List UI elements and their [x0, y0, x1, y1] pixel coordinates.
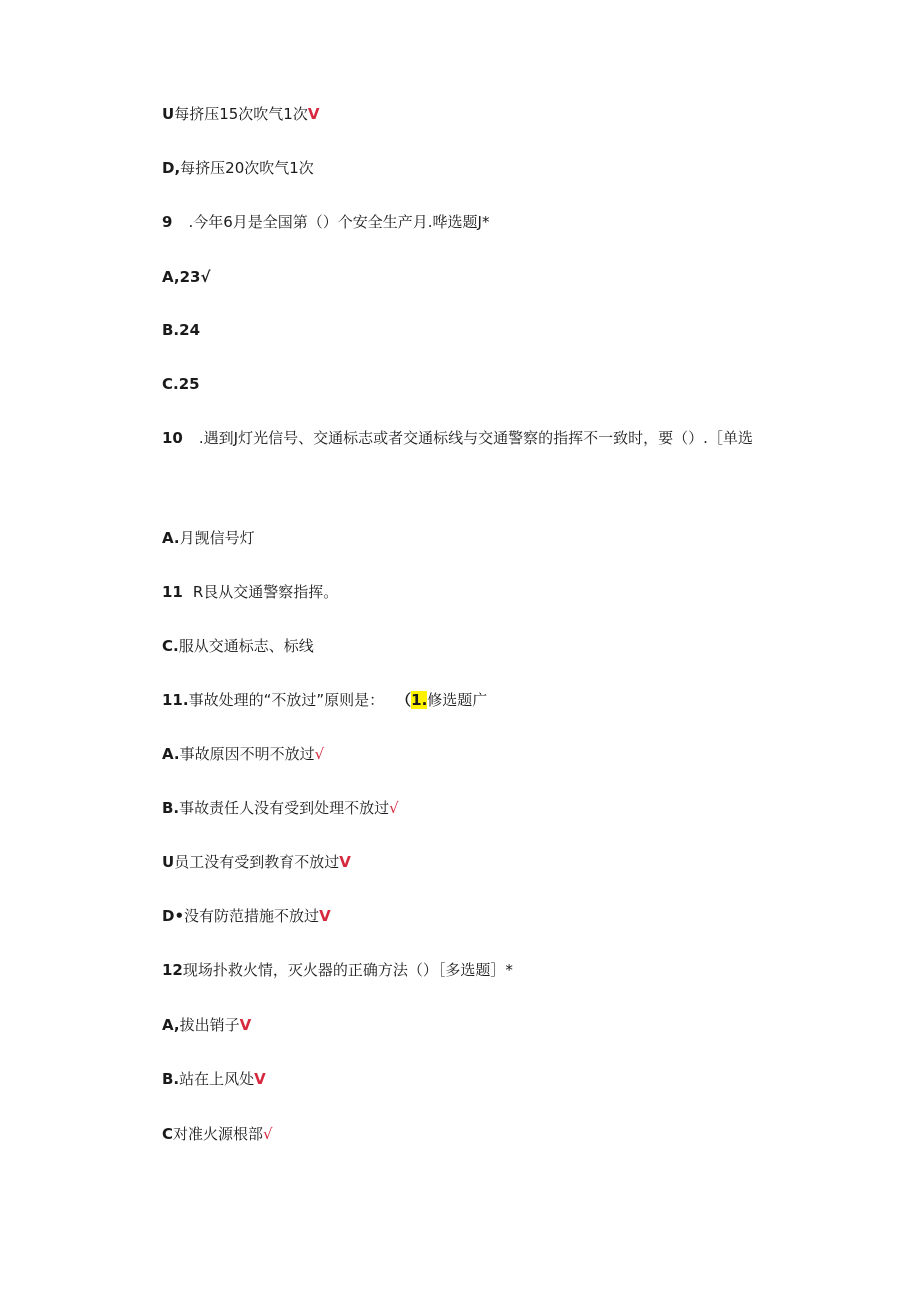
highlighted-text: 1. — [411, 691, 428, 709]
option-letter: U — [162, 105, 175, 123]
question-number: 10 — [162, 429, 183, 447]
option-letter: 11 — [162, 583, 183, 601]
option-text: 月觊信号灯 — [179, 529, 255, 547]
option-letter: D• — [162, 907, 185, 925]
answer-option-c-q12 — [162, 1124, 273, 1144]
option-text: 25 — [178, 375, 200, 393]
answer-option-d-q8 — [162, 158, 314, 178]
check-mark-icon: √ — [200, 268, 211, 286]
option-letter: B. — [162, 321, 180, 339]
option-text: 站在上风处 — [179, 1070, 255, 1088]
option-letter: U — [162, 853, 175, 871]
option-text: 事故原因不明不放过 — [179, 745, 315, 763]
option-text: 对准火源根部 — [173, 1125, 264, 1143]
check-mark-icon: V — [319, 907, 331, 925]
option-text: 拔出销子 — [179, 1016, 240, 1034]
question-type-open-paren: （ — [396, 691, 412, 709]
question-type-text: 修选题广 — [427, 691, 488, 709]
answer-option-a-q12 — [162, 1015, 251, 1035]
answer-option-c-q9 — [162, 374, 200, 394]
option-letter: C. — [162, 375, 179, 393]
option-text: 23 — [179, 268, 201, 286]
question-number: 12 — [162, 961, 183, 979]
answer-option-a-q11 — [162, 744, 324, 764]
check-mark-icon: V — [307, 105, 320, 123]
answer-option-c-q10 — [162, 636, 314, 656]
option-letter: B. — [162, 799, 180, 817]
question-number: 11. — [162, 691, 189, 709]
option-text: 员工没有受到教育不放过 — [174, 853, 340, 871]
option-text: 事故责任人没有受到处理不放过 — [179, 799, 390, 817]
question-9 — [162, 212, 489, 232]
question-number: 9 — [162, 213, 173, 231]
option-letter: C — [162, 1125, 174, 1143]
option-text: 服从交通标志、标线 — [178, 637, 314, 655]
check-mark-icon: √ — [389, 799, 399, 817]
option-letter: B. — [162, 1070, 180, 1088]
question-text: 事故处理的“不放过”原则是： — [188, 691, 385, 709]
question-text: .遇到J灯光信号、交通标志或者交通标线与交通警察的指挥不一致时，要（）.［单选 — [198, 429, 753, 447]
answer-option-b-q12 — [162, 1069, 266, 1089]
answer-option-b-q10 — [162, 582, 338, 602]
option-letter: A, — [162, 268, 180, 286]
question-10 — [162, 428, 753, 448]
option-text: 每挤压15次吹气1次 — [174, 105, 308, 123]
option-text: 24 — [179, 321, 201, 339]
option-text: 每挤压20次吹气1次 — [180, 159, 314, 177]
answer-option-a-q10 — [162, 528, 255, 548]
check-mark-icon: V — [239, 1016, 252, 1034]
question-text: .今年6月是全国第（）个安全生产月.哗选题J* — [188, 213, 490, 231]
question-12 — [162, 960, 513, 980]
question-text: 现场扑救火情，灭火器的正确方法（）［多选题］* — [182, 961, 513, 979]
answer-option-c-q11 — [162, 852, 351, 872]
option-text: R艮从交通警察指挥。 — [192, 583, 339, 601]
option-text: 没有防范措施不放过 — [184, 907, 320, 925]
answer-option-b-q9 — [162, 320, 200, 340]
check-mark-icon: √ — [314, 745, 325, 763]
question-11 — [162, 690, 487, 710]
option-letter: A. — [162, 745, 180, 763]
answer-option-c-q8 — [162, 104, 319, 124]
option-letter: C. — [162, 637, 179, 655]
option-letter: A, — [162, 1016, 180, 1034]
check-mark-icon: V — [254, 1070, 266, 1088]
option-letter: D, — [162, 159, 181, 177]
option-letter: A. — [162, 529, 180, 547]
answer-option-b-q11 — [162, 798, 399, 818]
answer-option-d-q11 — [162, 906, 331, 926]
check-mark-icon: √ — [263, 1125, 273, 1143]
answer-option-a-q9 — [162, 267, 210, 287]
check-mark-icon: V — [339, 853, 351, 871]
